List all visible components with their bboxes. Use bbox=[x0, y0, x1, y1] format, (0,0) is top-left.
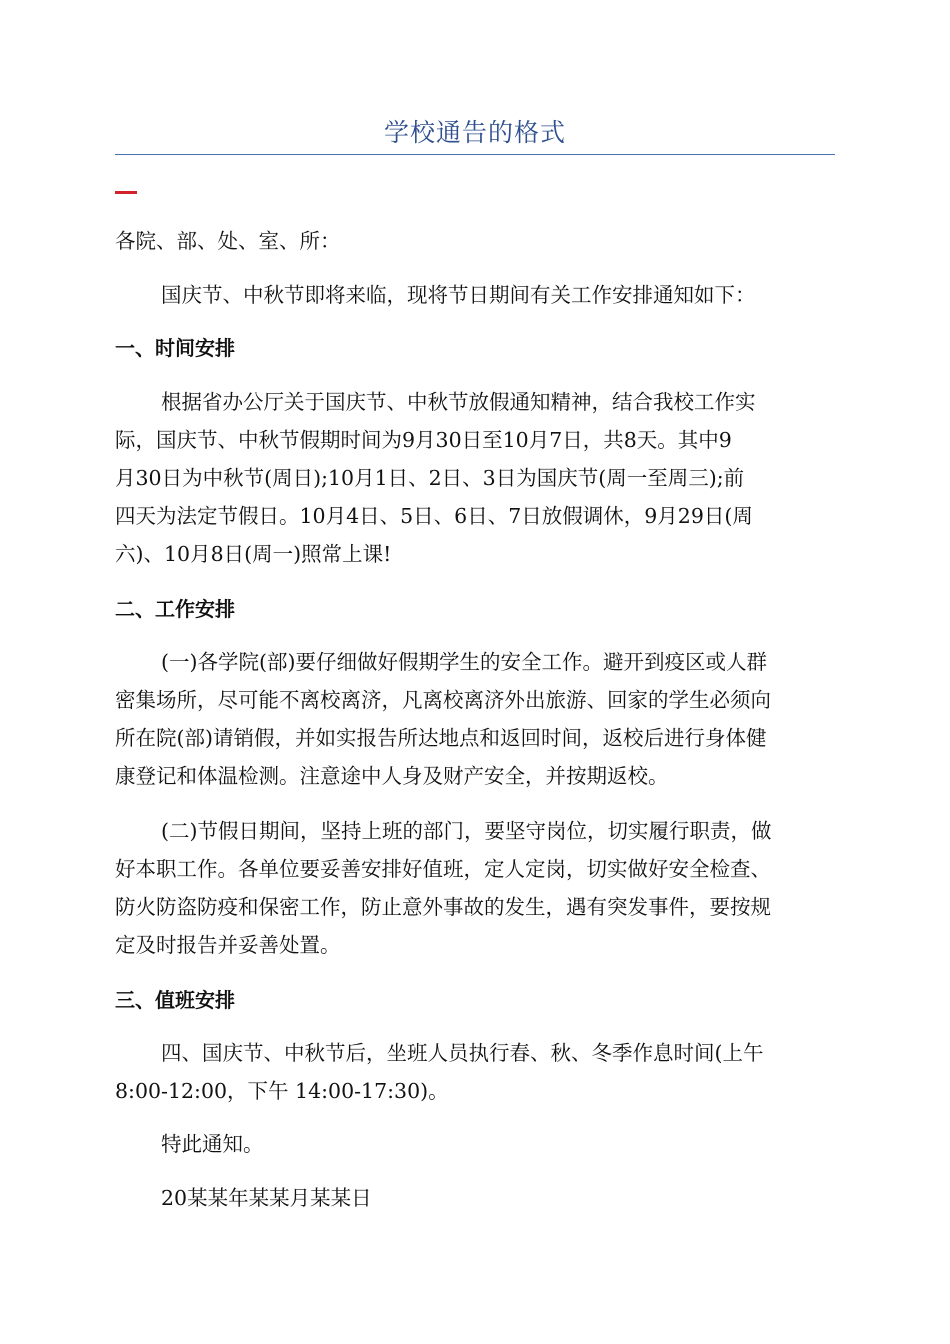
closing-remark: 特此通知。 bbox=[161, 1132, 264, 1156]
red-section-marker bbox=[115, 191, 137, 194]
document-date: 20某某年某某月某某日 bbox=[161, 1186, 372, 1210]
paragraph-line: 定及时报告并妥善处置。 bbox=[115, 933, 341, 957]
work-paragraph-2 bbox=[115, 812, 835, 964]
paragraph-line: 防火防盗防疫和保密工作，防止意外事故的发生，遇有突发事件，要按规 bbox=[115, 895, 771, 919]
paragraph-line: 际，国庆节、中秋节假期时间为9月30日至10月7日，共8天。其中9 bbox=[115, 428, 732, 452]
paragraph-line: 好本职工作。各单位要妥善安排好值班，定人定岗，切实做好安全检查、 bbox=[115, 857, 771, 881]
paragraph-line: (二)节假日期间，坚持上班的部门，要坚守岗位，切实履行职责，做 bbox=[161, 819, 772, 843]
paragraph-line: (一)各学院(部)要仔细做好假期学生的安全工作。避开到疫区或人群 bbox=[161, 650, 767, 674]
paragraph-line: 康登记和体温检测。注意途中人身及财产安全，并按期返校。 bbox=[115, 764, 669, 788]
duty-paragraph bbox=[115, 1034, 835, 1110]
section-heading-duty: 三、值班安排 bbox=[115, 988, 235, 1012]
section-heading-work: 二、工作安排 bbox=[115, 597, 235, 621]
paragraph-line: 四、国庆节、中秋节后，坐班人员执行春、秋、冬季作息时间(上午 bbox=[161, 1041, 764, 1065]
paragraph-line: 四天为法定节假日。10月4日、5日、6日、7日放假调休，9月29日(周 bbox=[115, 504, 753, 528]
time-arrangement-paragraph bbox=[115, 383, 835, 573]
salutation: 各院、部、处、室、所： bbox=[115, 229, 341, 253]
document-title: 学校通告的格式 bbox=[383, 118, 566, 147]
paragraph-line: 根据省办公厅关于国庆节、中秋节放假通知精神，结合我校工作实 bbox=[161, 390, 756, 414]
title-underline bbox=[115, 154, 835, 155]
paragraph-line: 8:00-12:00，下午 14:00-17:30)。 bbox=[115, 1079, 449, 1103]
paragraph-line: 月30日为中秋节(周日);10月1日、2日、3日为国庆节(周一至周三);前 bbox=[115, 466, 745, 490]
work-paragraph-1 bbox=[115, 643, 835, 795]
section-heading-time: 一、时间安排 bbox=[115, 336, 235, 360]
intro-paragraph: 国庆节、中秋节即将来临，现将节日期间有关工作安排通知如下： bbox=[161, 283, 756, 307]
paragraph-line: 六)、10月8日(周一)照常上课! bbox=[115, 542, 392, 566]
paragraph-line: 密集场所，尽可能不离校离济，凡离校离济外出旅游、回家的学生必须向 bbox=[115, 688, 771, 712]
paragraph-line: 所在院(部)请销假，并如实报告所达地点和返回时间，返校后进行身体健 bbox=[115, 726, 767, 750]
